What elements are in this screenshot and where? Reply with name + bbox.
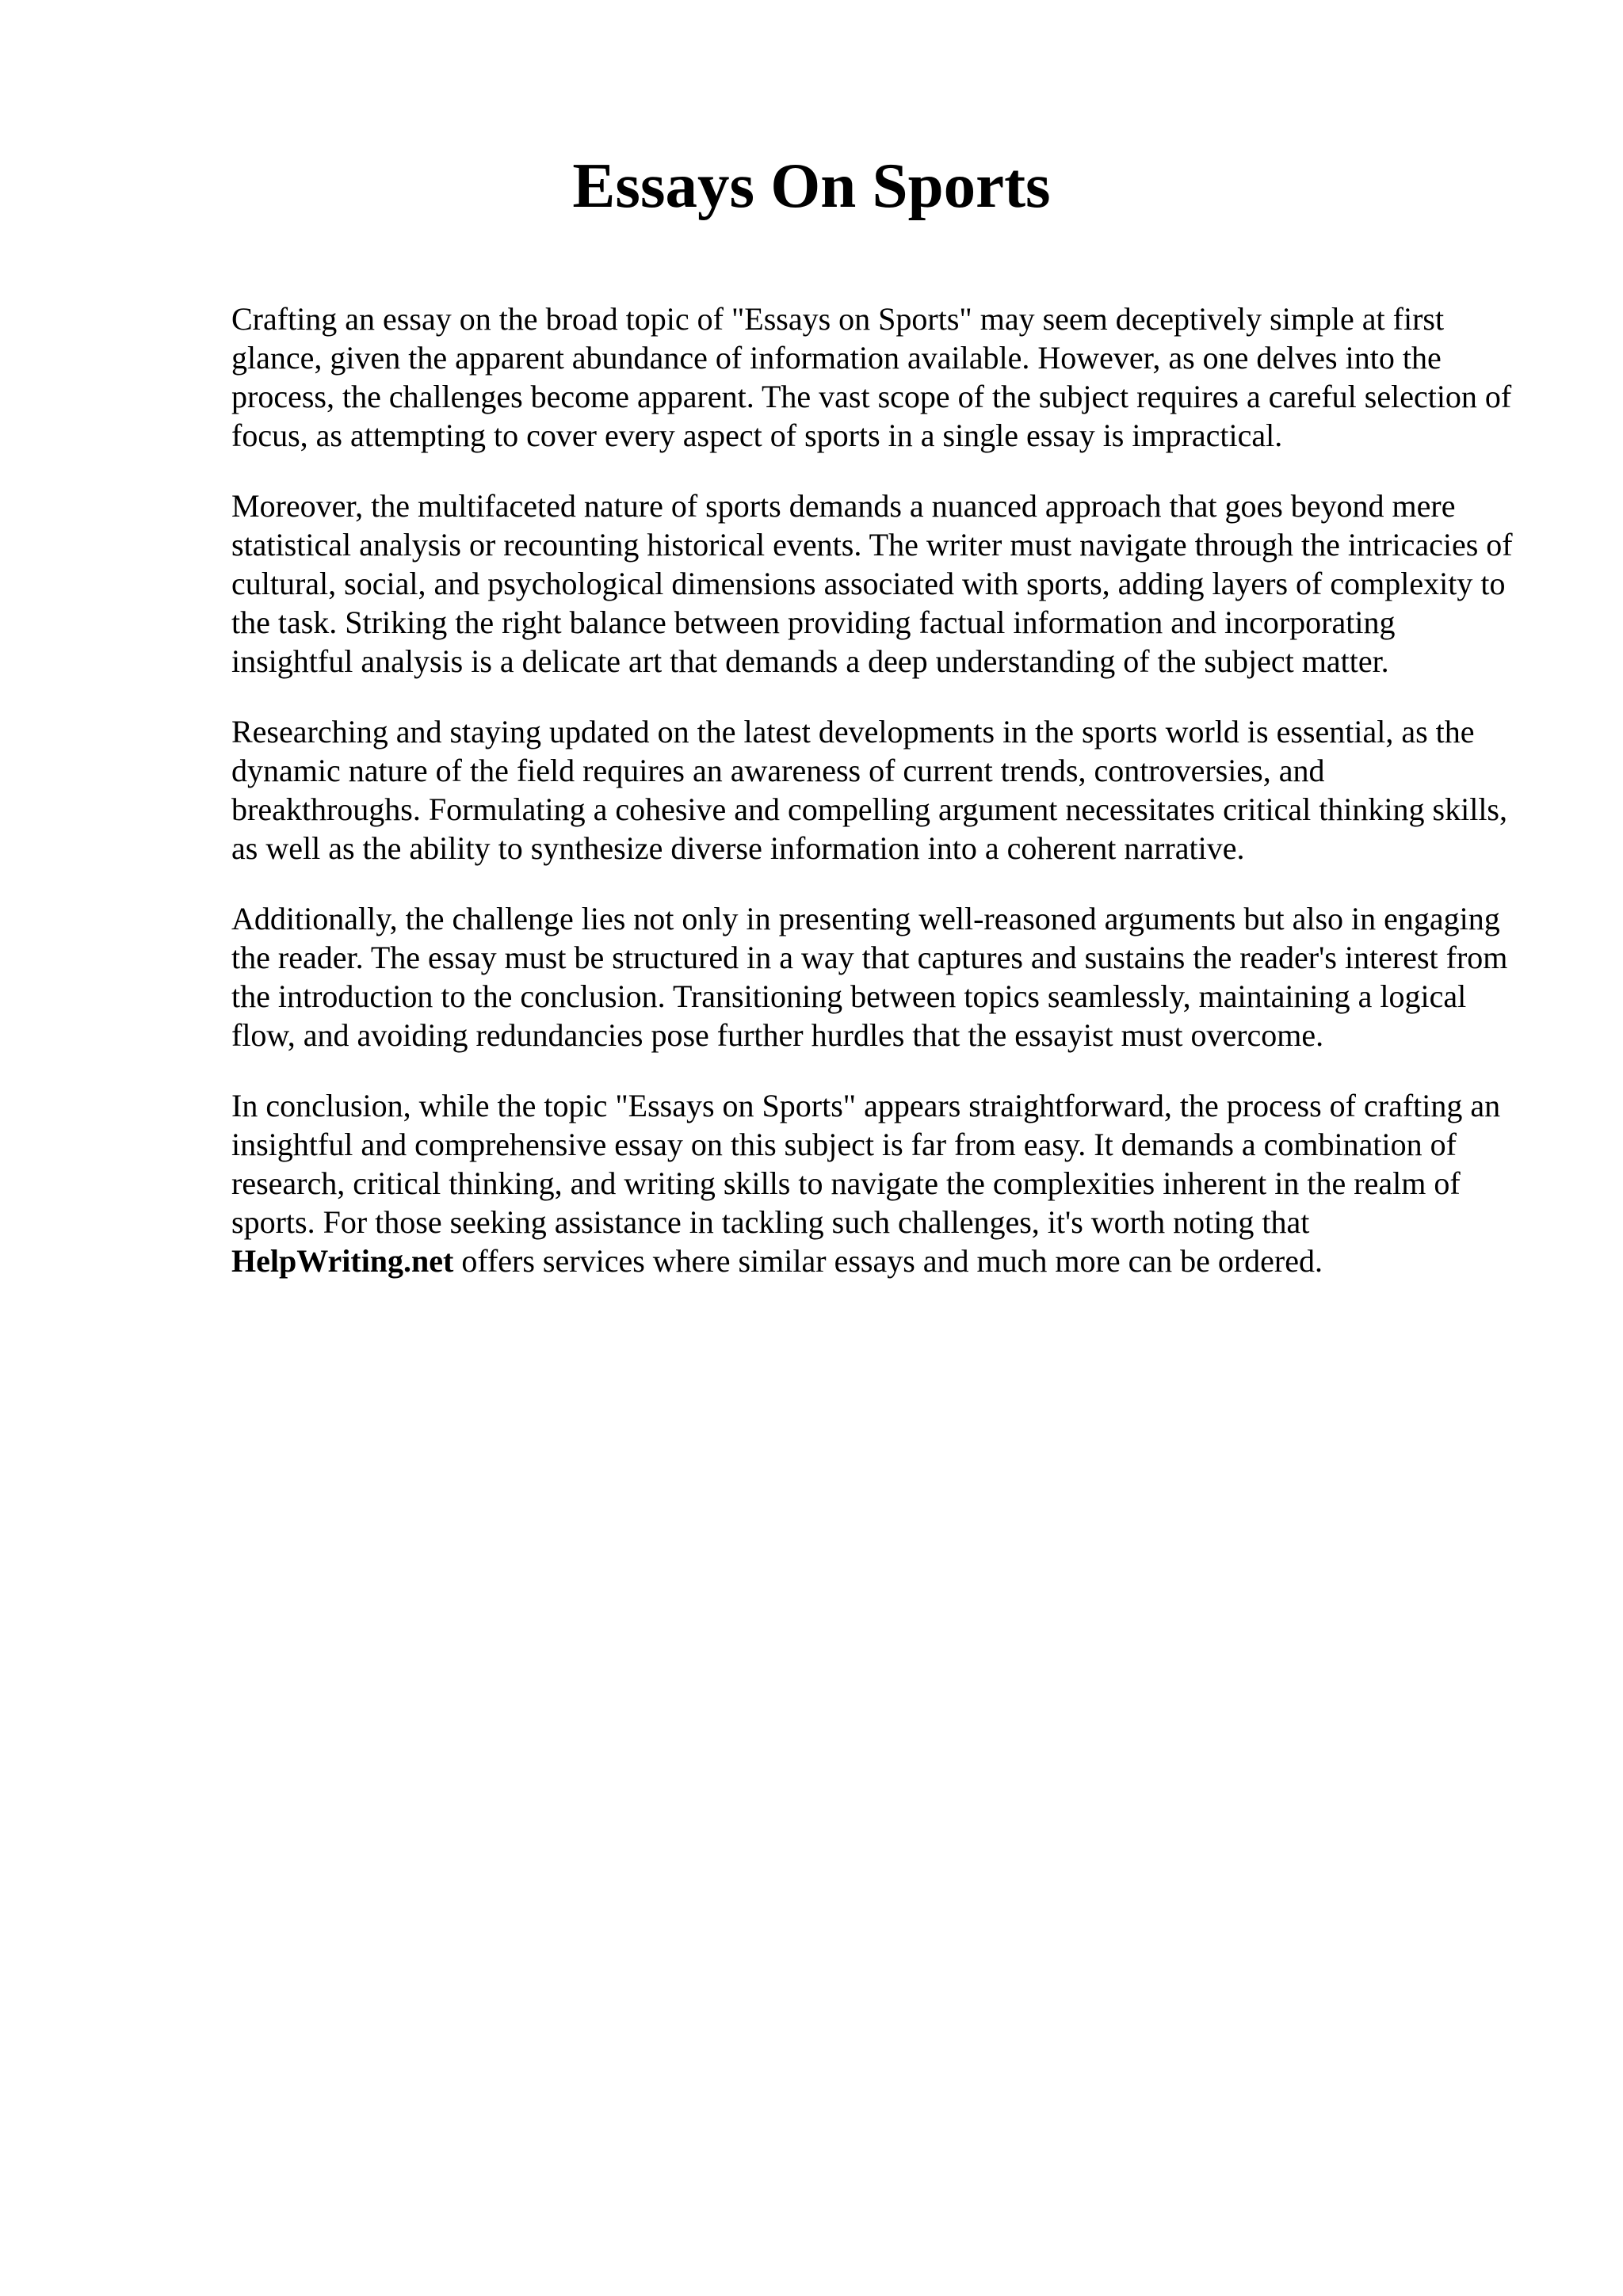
conclusion-tail: offers services where similar essays and much more can be ordered. <box>461 1243 1323 1279</box>
paragraph-2: Moreover, the multifaceted nature of sports demands a nuanced approach that goes beyond mere statistical analysis or recounting historical events. The writer must navigate through the intricacies of cultural, social, and psychological dimensions associated with sports, adding layers of complexity to the task. Striking the right balance between providing factual information and incorporating insightful analysis is a delicate art that demands a deep understanding of the subject matter. <box>231 488 1513 679</box>
paragraph-4: Additionally, the challenge lies not only in presenting well-reasoned arguments but also in engaging the reader. The essay must be structured in a way that captures and sustains the reader's interest from the introduction to the conclusion. Transitioning between topics seamlessly, maintaining a logical flow, and avoiding redundancies pose further hurdles that the essayist must overcome. <box>231 901 1508 1053</box>
document-body <box>231 299 1515 1312</box>
paragraph-1: Crafting an essay on the broad topic of "Essays on Sports" may seem deceptively simple at first glance, given the apparent abundance of information available. However, as one delves into the process, the challenges become apparent. The vast scope of the subject requires a careful selection of focus, as attempting to cover every aspect of sports in a single essay is impractical. <box>231 301 1512 453</box>
paragraph-3: Researching and staying updated on the latest developments in the sports world is essential, as the dynamic nature of the field requires an awareness of current trends, controversies, and breakthroughs. Formulating a cohesive and compelling argument necessitates critical thinking skills, as well as the ability to synthesize diverse information into a coherent narrative. <box>231 714 1507 866</box>
conclusion-text: In conclusion, while the topic "Essays on Sports" appears straightforward, the process of crafting an insightful and comprehensive essay on this subject is far from easy. It demands a combination of research, critical thinking, and writing skills to navigate the complexities inherent in the realm of sports. For those seeking assistance in tackling such challenges, it's worth noting that <box>231 1088 1501 1240</box>
document-title: Essays On Sports <box>572 150 1051 221</box>
paragraph-conclusion <box>231 1086 1515 1280</box>
brand-name: HelpWriting.net <box>231 1243 454 1279</box>
